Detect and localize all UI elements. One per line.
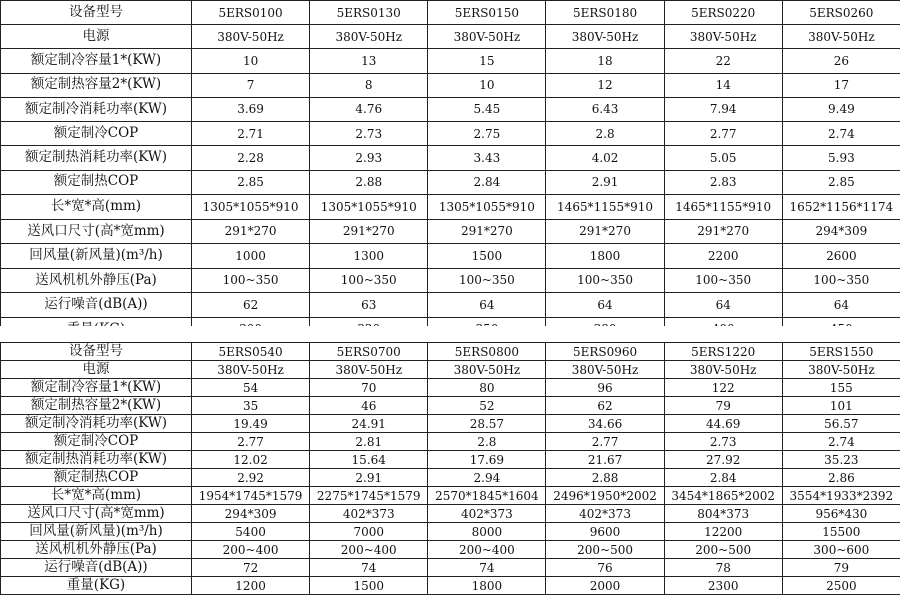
row-label-cell: 额定制冷消耗功率(KW): [1, 97, 192, 122]
value-cell: 14: [664, 73, 782, 97]
value-cell: 12200: [664, 523, 782, 541]
value-cell: 5.93: [782, 146, 900, 171]
value-cell: 3.69: [192, 97, 310, 122]
model-name-cell: 5ERS0150: [428, 1, 546, 25]
row-label-cell: 额定制热消耗功率(KW): [1, 146, 192, 171]
row-label-cell: 额定制热容量2*(KW): [1, 397, 192, 415]
model-name-cell: 5ERS0540: [192, 343, 310, 361]
value-cell: 12: [546, 73, 664, 97]
value-cell: 8: [310, 73, 428, 97]
value-cell: 380V-50Hz: [310, 25, 428, 49]
value-cell: 79: [664, 397, 782, 415]
value-cell: 1305*1055*910: [428, 194, 546, 219]
value-cell: 2.74: [782, 122, 900, 146]
value-cell: 200~400: [310, 541, 428, 559]
row-label-cell: 额定制冷COP: [1, 122, 192, 146]
model-name-cell: 5ERS0260: [782, 1, 900, 25]
row-label-cell: 额定制冷COP: [1, 433, 192, 451]
value-cell: 291*270: [428, 219, 546, 244]
table-row: [1, 487, 900, 505]
value-cell: 2.81: [310, 433, 428, 451]
value-cell: 100~350: [310, 268, 428, 293]
model-name-cell: 5ERS1220: [664, 343, 782, 361]
value-cell: 64: [664, 293, 782, 318]
table-row: [1, 73, 900, 97]
value-cell: 7: [192, 73, 310, 97]
row-label-cell: 运行噪音(dB(A)): [1, 559, 192, 577]
row-label-cell: 送风机机外静压(Pa): [1, 268, 192, 293]
spec-table-top-body: [1, 1, 900, 342]
value-cell: 804*373: [664, 505, 782, 523]
row-label-cell: 送风口尺寸(高*宽mm): [1, 505, 192, 523]
value-cell: 2.73: [310, 122, 428, 146]
value-cell: 380V-50Hz: [782, 361, 900, 379]
value-cell: 2.94: [428, 469, 546, 487]
value-cell: 9600: [546, 523, 664, 541]
value-cell: 380V-50Hz: [546, 361, 664, 379]
table-row: [1, 219, 900, 244]
value-cell: 380V-50Hz: [428, 25, 546, 49]
value-cell: 1305*1055*910: [192, 194, 310, 219]
value-cell: 2.28: [192, 146, 310, 171]
value-cell: 1652*1156*1174: [782, 194, 900, 219]
table-row: [1, 146, 900, 171]
row-label-cell: 回风量(新风量)(m³/h): [1, 244, 192, 269]
value-cell: 2.8: [428, 433, 546, 451]
value-cell: 2.86: [782, 469, 900, 487]
table-row: [1, 49, 900, 74]
value-cell: 10: [428, 73, 546, 97]
value-cell: 15500: [782, 523, 900, 541]
value-cell: 1305*1055*910: [310, 194, 428, 219]
table-row: [1, 268, 900, 293]
value-cell: 2.84: [428, 170, 546, 194]
value-cell: 380V-50Hz: [192, 361, 310, 379]
value-cell: 291*270: [192, 219, 310, 244]
value-cell: 2500: [782, 577, 900, 595]
value-cell: 28.57: [428, 415, 546, 433]
spec-table-bottom: [0, 342, 900, 595]
value-cell: 2.91: [310, 469, 428, 487]
row-label-cell: 电源: [1, 25, 192, 49]
table-row: [1, 379, 900, 397]
value-cell: 956*430: [782, 505, 900, 523]
value-cell: 7.94: [664, 97, 782, 122]
row-label-cell: 长*宽*高(mm): [1, 487, 192, 505]
value-cell: 2200: [664, 244, 782, 269]
table-row: [1, 293, 900, 318]
header-label-cell: 设备型号: [1, 1, 192, 25]
value-cell: 79: [782, 559, 900, 577]
value-cell: 96: [546, 379, 664, 397]
row-label-cell: 额定制冷容量1*(KW): [1, 49, 192, 74]
value-cell: 6.43: [546, 97, 664, 122]
value-cell: 12.02: [192, 451, 310, 469]
value-cell: 5400: [192, 523, 310, 541]
value-cell: 35.23: [782, 451, 900, 469]
table-row: [1, 244, 900, 269]
value-cell: 62: [546, 397, 664, 415]
value-cell: 2496*1950*2002: [546, 487, 664, 505]
table-row: [1, 170, 900, 194]
value-cell: 26: [782, 49, 900, 74]
value-cell: 7000: [310, 523, 428, 541]
value-cell: 2.77: [546, 433, 664, 451]
table-row: [1, 194, 900, 219]
table-row: [1, 361, 900, 379]
value-cell: 64: [782, 293, 900, 318]
value-cell: 300~600: [782, 541, 900, 559]
value-cell: 13: [310, 49, 428, 74]
value-cell: 52: [428, 397, 546, 415]
value-cell: 2.92: [192, 469, 310, 487]
value-cell: 1500: [428, 244, 546, 269]
value-cell: 101: [782, 397, 900, 415]
model-name-cell: 5ERS1550: [782, 343, 900, 361]
value-cell: 402*373: [546, 505, 664, 523]
model-name-cell: 5ERS0960: [546, 343, 664, 361]
table-row: [1, 559, 900, 577]
row-label-cell: 电源: [1, 361, 192, 379]
value-cell: 122: [664, 379, 782, 397]
value-cell: 200~400: [192, 541, 310, 559]
value-cell: 2.88: [310, 170, 428, 194]
value-cell: 2.74: [782, 433, 900, 451]
value-cell: 62: [192, 293, 310, 318]
value-cell: 78: [664, 559, 782, 577]
value-cell: 74: [428, 559, 546, 577]
table-row: [1, 541, 900, 559]
value-cell: 63: [310, 293, 428, 318]
value-cell: 17: [782, 73, 900, 97]
value-cell: 2.8: [546, 122, 664, 146]
row-label-cell: 回风量(新风量)(m³/h): [1, 523, 192, 541]
row-label-cell: 额定制热消耗功率(KW): [1, 451, 192, 469]
row-label-cell: 运行噪音(dB(A)): [1, 293, 192, 318]
value-cell: 21.67: [546, 451, 664, 469]
value-cell: 2.77: [664, 122, 782, 146]
value-cell: 27.92: [664, 451, 782, 469]
value-cell: 2000: [546, 577, 664, 595]
value-cell: 200~500: [546, 541, 664, 559]
row-label-cell: 额定制冷容量1*(KW): [1, 379, 192, 397]
value-cell: 2600: [782, 244, 900, 269]
table-row: [1, 523, 900, 541]
value-cell: 2275*1745*1579: [310, 487, 428, 505]
value-cell: 18: [546, 49, 664, 74]
row-label-cell: 重量(KG): [1, 577, 192, 595]
value-cell: 2.93: [310, 146, 428, 171]
row-label-cell: 额定制热容量2*(KW): [1, 73, 192, 97]
value-cell: 2.88: [546, 469, 664, 487]
table-row: [1, 122, 900, 146]
value-cell: 291*270: [310, 219, 428, 244]
value-cell: 1465*1155*910: [664, 194, 782, 219]
table-row: [1, 505, 900, 523]
value-cell: 380V-50Hz: [428, 361, 546, 379]
value-cell: 200~500: [664, 541, 782, 559]
value-cell: 1000: [192, 244, 310, 269]
value-cell: 44.69: [664, 415, 782, 433]
value-cell: 2.73: [664, 433, 782, 451]
value-cell: 291*270: [546, 219, 664, 244]
value-cell: 74: [310, 559, 428, 577]
value-cell: 54: [192, 379, 310, 397]
value-cell: 46: [310, 397, 428, 415]
value-cell: 2.77: [192, 433, 310, 451]
model-name-cell: 5ERS0220: [664, 1, 782, 25]
value-cell: 380V-50Hz: [664, 25, 782, 49]
value-cell: 4.76: [310, 97, 428, 122]
row-label-cell: 送风口尺寸(高*宽mm): [1, 219, 192, 244]
value-cell: 2.85: [192, 170, 310, 194]
value-cell: 2.85: [782, 170, 900, 194]
value-cell: 2570*1845*1604: [428, 487, 546, 505]
table-row: [1, 97, 900, 122]
value-cell: 1800: [428, 577, 546, 595]
value-cell: 100~350: [664, 268, 782, 293]
value-cell: 5.05: [664, 146, 782, 171]
value-cell: 380V-50Hz: [546, 25, 664, 49]
value-cell: 380V-50Hz: [664, 361, 782, 379]
value-cell: 100~350: [192, 268, 310, 293]
value-cell: 100~350: [428, 268, 546, 293]
value-cell: 200~400: [428, 541, 546, 559]
model-name-cell: 5ERS0700: [310, 343, 428, 361]
row-label-cell: 额定制冷消耗功率(KW): [1, 415, 192, 433]
value-cell: 1300: [310, 244, 428, 269]
row-label-cell: 长*宽*高(mm): [1, 194, 192, 219]
table-row: [1, 397, 900, 415]
value-cell: 10: [192, 49, 310, 74]
value-cell: 2.83: [664, 170, 782, 194]
value-cell: 15: [428, 49, 546, 74]
value-cell: 402*373: [428, 505, 546, 523]
value-cell: 70: [310, 379, 428, 397]
model-name-cell: 5ERS0180: [546, 1, 664, 25]
value-cell: 1954*1745*1579: [192, 487, 310, 505]
value-cell: 3.43: [428, 146, 546, 171]
value-cell: 64: [428, 293, 546, 318]
table-row: [1, 577, 900, 595]
value-cell: 19.49: [192, 415, 310, 433]
value-cell: 35: [192, 397, 310, 415]
table-row: [1, 451, 900, 469]
value-cell: 76: [546, 559, 664, 577]
table-gap: [0, 326, 900, 342]
table-row: [1, 469, 900, 487]
table-header-row: [1, 343, 900, 361]
row-label-cell: 送风机机外静压(Pa): [1, 541, 192, 559]
value-cell: 15.64: [310, 451, 428, 469]
value-cell: 22: [664, 49, 782, 74]
value-cell: 2.91: [546, 170, 664, 194]
model-name-cell: 5ERS0800: [428, 343, 546, 361]
value-cell: 64: [546, 293, 664, 318]
value-cell: 17.69: [428, 451, 546, 469]
value-cell: 380V-50Hz: [192, 25, 310, 49]
value-cell: 402*373: [310, 505, 428, 523]
value-cell: 4.02: [546, 146, 664, 171]
value-cell: 1200: [192, 577, 310, 595]
value-cell: 8000: [428, 523, 546, 541]
value-cell: 3554*1933*2392: [782, 487, 900, 505]
value-cell: 100~350: [546, 268, 664, 293]
value-cell: 380V-50Hz: [782, 25, 900, 49]
table-row: [1, 25, 900, 49]
row-label-cell: 额定制热COP: [1, 469, 192, 487]
model-name-cell: 5ERS0100: [192, 1, 310, 25]
value-cell: 155: [782, 379, 900, 397]
value-cell: 380V-50Hz: [310, 361, 428, 379]
value-cell: 291*270: [664, 219, 782, 244]
value-cell: 100~350: [782, 268, 900, 293]
value-cell: 3454*1865*2002: [664, 487, 782, 505]
model-name-cell: 5ERS0130: [310, 1, 428, 25]
table-row: [1, 415, 900, 433]
value-cell: 1800: [546, 244, 664, 269]
value-cell: 24.91: [310, 415, 428, 433]
value-cell: 9.49: [782, 97, 900, 122]
value-cell: 2300: [664, 577, 782, 595]
value-cell: 2.75: [428, 122, 546, 146]
header-label-cell: 设备型号: [1, 343, 192, 361]
value-cell: 2.71: [192, 122, 310, 146]
value-cell: 80: [428, 379, 546, 397]
table-header-row: [1, 1, 900, 25]
value-cell: 294*309: [782, 219, 900, 244]
value-cell: 294*309: [192, 505, 310, 523]
table-row: [1, 433, 900, 451]
spec-table-bottom-body: [1, 343, 900, 595]
row-label-cell: 额定制热COP: [1, 170, 192, 194]
value-cell: 34.66: [546, 415, 664, 433]
value-cell: 5.45: [428, 97, 546, 122]
value-cell: 56.57: [782, 415, 900, 433]
value-cell: 1500: [310, 577, 428, 595]
value-cell: 72: [192, 559, 310, 577]
value-cell: 2.84: [664, 469, 782, 487]
value-cell: 1465*1155*910: [546, 194, 664, 219]
